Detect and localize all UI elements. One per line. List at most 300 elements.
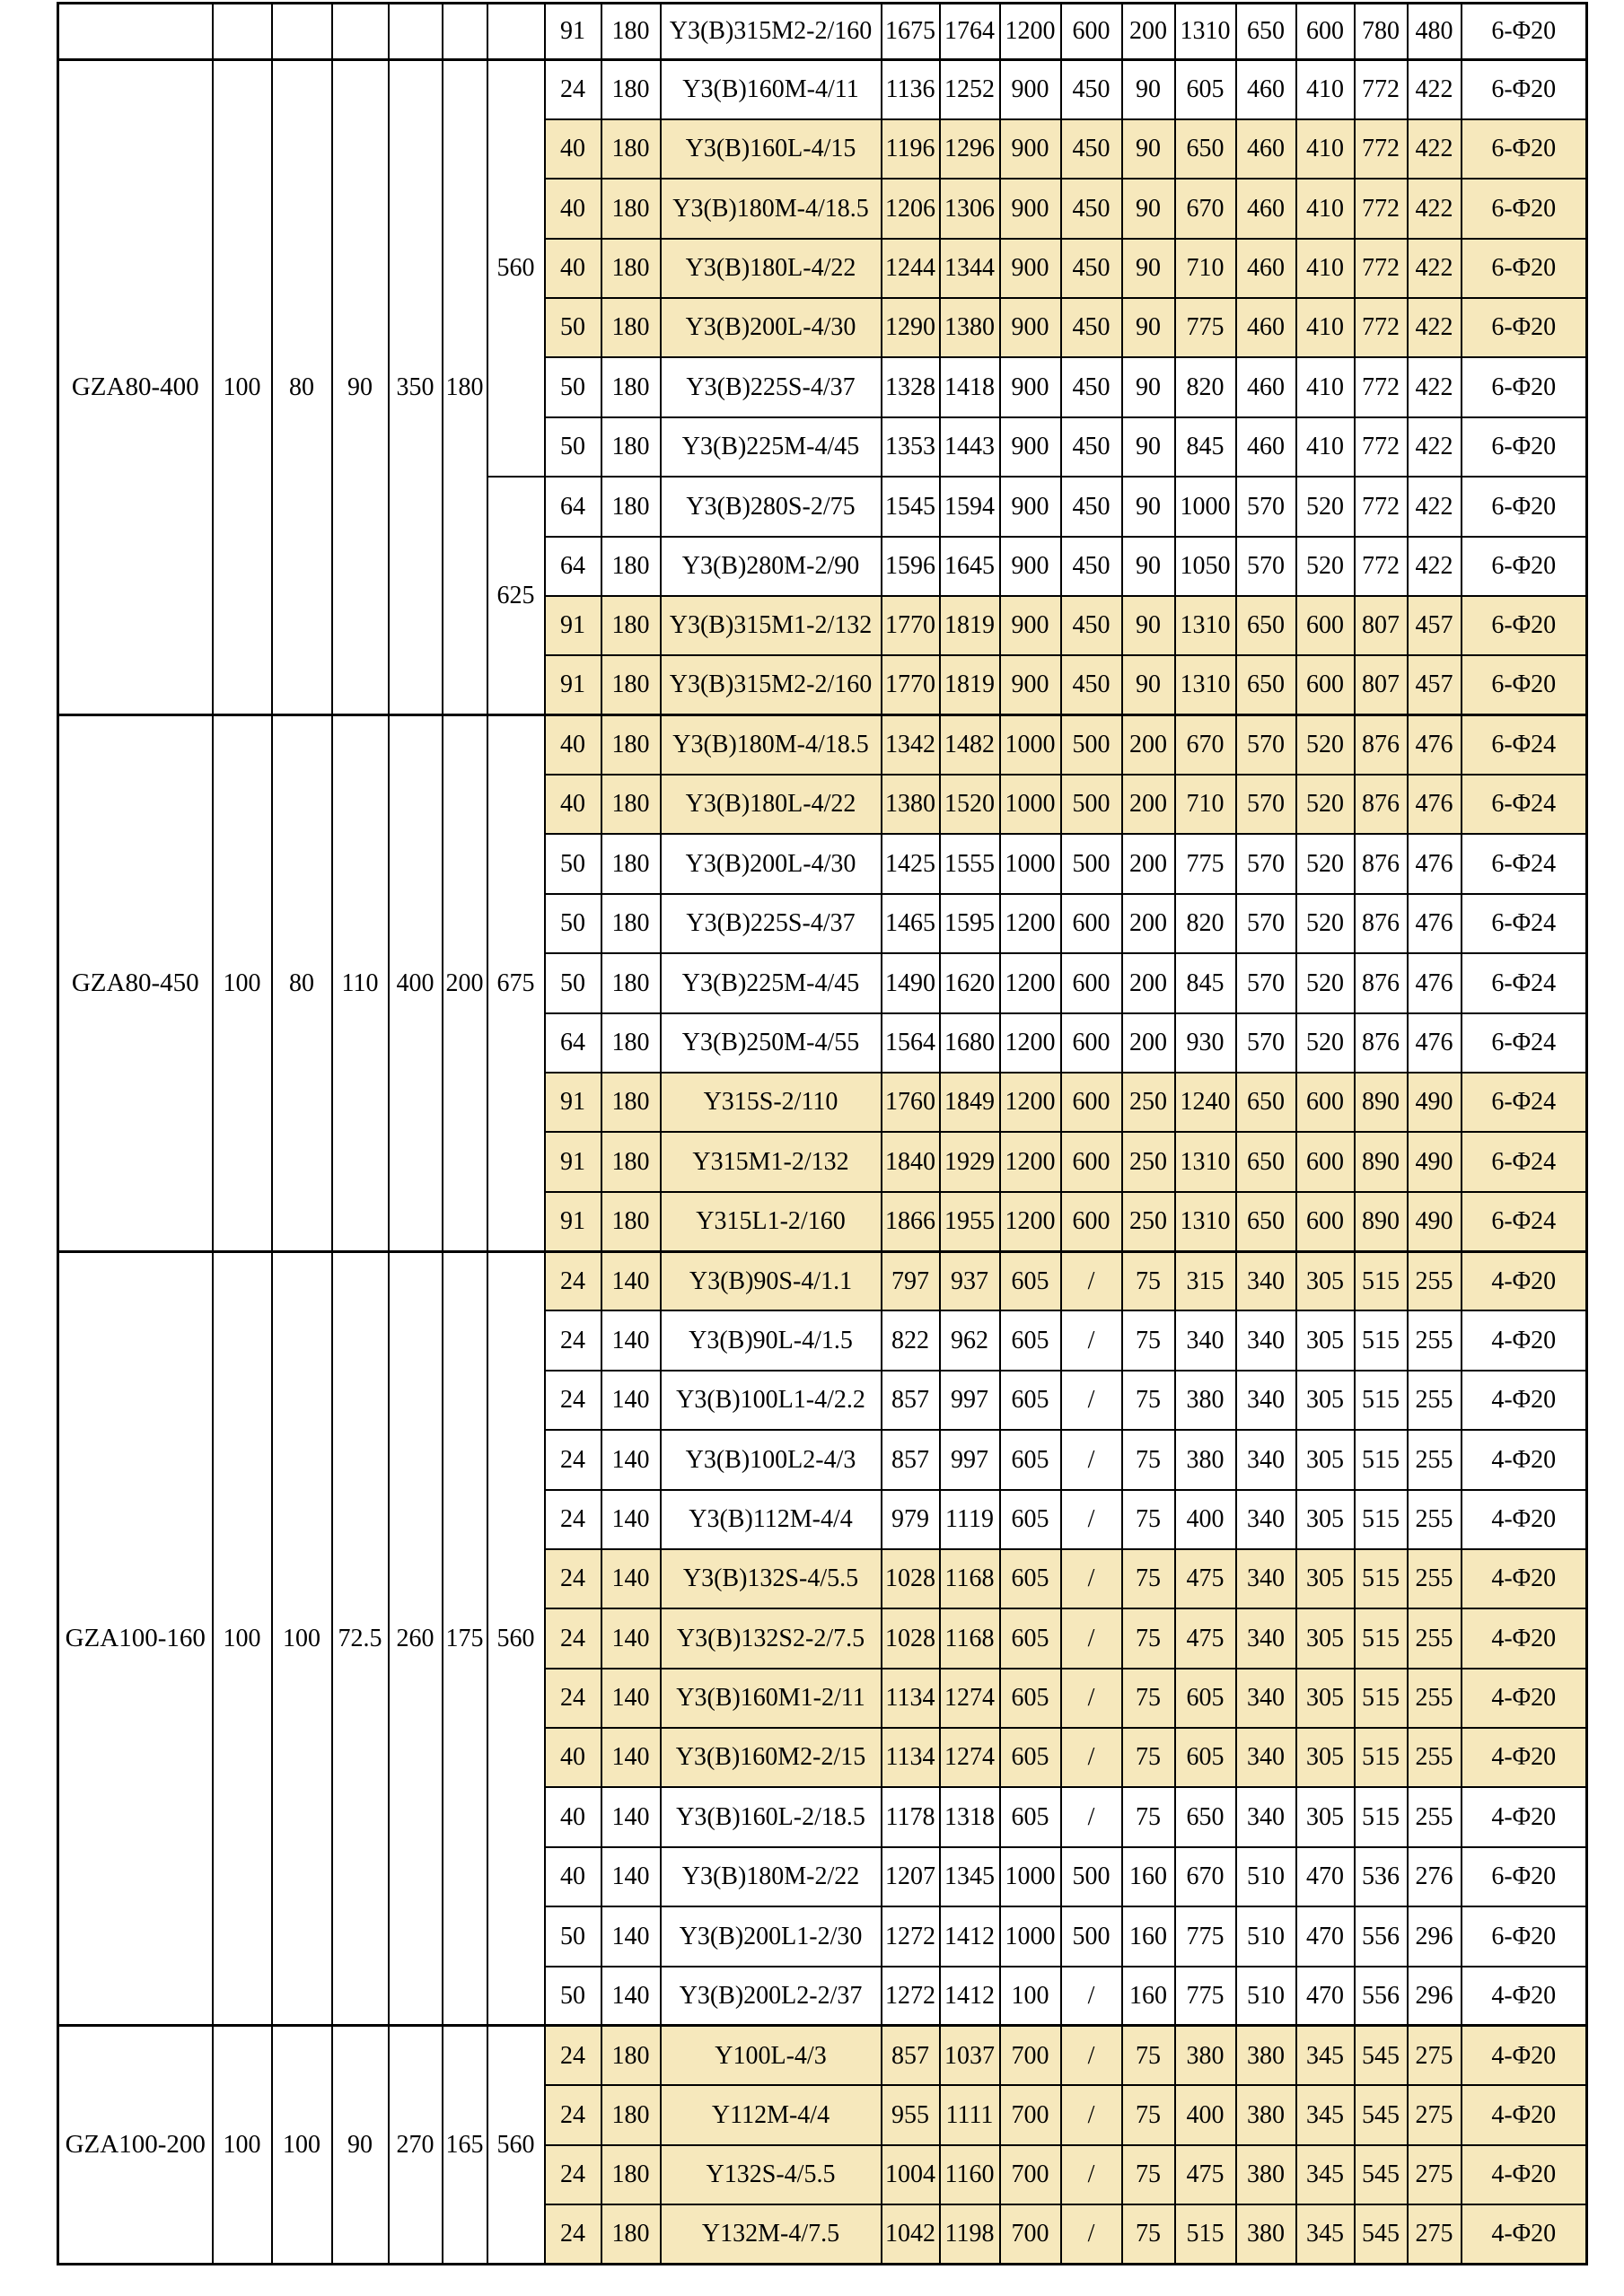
value-cell-8: 410 <box>1296 357 1355 416</box>
bolt-cell: 4-Φ20 <box>1462 2085 1587 2144</box>
value-cell-9: 515 <box>1355 1251 1408 1310</box>
value-cell-10: 296 <box>1408 1967 1462 2026</box>
dim-cell-2: 100 <box>272 2026 332 2265</box>
bolt-cell: 4-Φ20 <box>1462 1310 1587 1370</box>
motor-cell: Y3(B)160M2-2/15 <box>661 1728 882 1787</box>
value-cell-6: 1310 <box>1175 596 1236 655</box>
dn-cell: 140 <box>601 1906 661 1966</box>
motor-cell: Y3(B)225S-4/37 <box>661 894 882 953</box>
value-cell-6: 380 <box>1175 1371 1236 1430</box>
value-cell-4: 600 <box>1061 1192 1122 1251</box>
value-cell-2: 1929 <box>940 1132 1000 1191</box>
value-cell-7: 340 <box>1236 1490 1296 1549</box>
value-cell-1: 1770 <box>882 655 940 714</box>
bolt-cell: 4-Φ20 <box>1462 2145 1587 2204</box>
value-cell-1: 857 <box>882 2026 940 2085</box>
value-cell-6: 400 <box>1175 1490 1236 1549</box>
value-cell-2: 1306 <box>940 179 1000 238</box>
value-cell-4: 500 <box>1061 715 1122 775</box>
dn-cell: 180 <box>601 4 661 60</box>
dn-cell: 180 <box>601 2145 661 2204</box>
value-cell-1: 857 <box>882 1371 940 1430</box>
value-cell-1: 857 <box>882 1430 940 1489</box>
dim-cell-4: 350 <box>389 60 443 715</box>
flow-cell: 24 <box>545 1310 601 1370</box>
value-cell-3: 900 <box>1000 60 1061 119</box>
dn-cell: 180 <box>601 775 661 834</box>
value-cell-3: 700 <box>1000 2204 1061 2264</box>
value-cell-4: 450 <box>1061 179 1122 238</box>
value-cell-3: 100 <box>1000 1967 1061 2026</box>
dim-cell-empty-3 <box>332 4 389 60</box>
value-cell-5: 200 <box>1122 894 1175 953</box>
value-cell-10: 275 <box>1408 2145 1462 2204</box>
value-cell-2: 1819 <box>940 596 1000 655</box>
value-cell-4: / <box>1061 1430 1122 1489</box>
value-cell-4: 450 <box>1061 298 1122 357</box>
value-cell-10: 255 <box>1408 1608 1462 1668</box>
table-row <box>58 1251 1587 1310</box>
motor-cell: Y132S-4/5.5 <box>661 2145 882 2204</box>
value-cell-3: 900 <box>1000 357 1061 416</box>
value-cell-4: 450 <box>1061 477 1122 536</box>
value-cell-4: 600 <box>1061 1132 1122 1191</box>
flow-cell: 64 <box>545 477 601 536</box>
motor-cell: Y3(B)225S-4/37 <box>661 357 882 416</box>
spec-table-body <box>58 4 1587 2265</box>
bolt-cell: 4-Φ20 <box>1462 1787 1587 1846</box>
value-cell-8: 520 <box>1296 537 1355 596</box>
value-cell-1: 1207 <box>882 1847 940 1906</box>
dn-cell: 140 <box>601 1967 661 2026</box>
value-cell-8: 305 <box>1296 1251 1355 1310</box>
value-cell-3: 900 <box>1000 537 1061 596</box>
value-cell-10: 255 <box>1408 1430 1462 1489</box>
value-cell-6: 400 <box>1175 2085 1236 2144</box>
value-cell-8: 520 <box>1296 715 1355 775</box>
value-cell-2: 1955 <box>940 1192 1000 1251</box>
value-cell-6: 1310 <box>1175 655 1236 714</box>
value-cell-3: 1000 <box>1000 1847 1061 1906</box>
value-cell-7: 570 <box>1236 775 1296 834</box>
value-cell-1: 1840 <box>882 1132 940 1191</box>
bolt-cell: 6-Φ20 <box>1462 60 1587 119</box>
value-cell-2: 1412 <box>940 1967 1000 2026</box>
value-cell-5: 90 <box>1122 357 1175 416</box>
bolt-cell: 6-Φ24 <box>1462 1132 1587 1191</box>
value-cell-10: 422 <box>1408 357 1462 416</box>
bolt-cell: 6-Φ20 <box>1462 477 1587 536</box>
value-cell-10: 490 <box>1408 1073 1462 1132</box>
value-cell-4: / <box>1061 1669 1122 1728</box>
value-cell-7: 460 <box>1236 119 1296 179</box>
dn-cell: 180 <box>601 1192 661 1251</box>
value-cell-3: 900 <box>1000 298 1061 357</box>
value-cell-2: 1443 <box>940 417 1000 477</box>
value-cell-6: 775 <box>1175 298 1236 357</box>
flow-cell: 40 <box>545 715 601 775</box>
dn-cell: 180 <box>601 239 661 298</box>
dim-cell-empty-1 <box>213 4 272 60</box>
value-cell-8: 600 <box>1296 596 1355 655</box>
motor-cell: Y3(B)200L1-2/30 <box>661 1906 882 1966</box>
value-cell-10: 276 <box>1408 1847 1462 1906</box>
value-cell-1: 1178 <box>882 1787 940 1846</box>
value-cell-9: 515 <box>1355 1728 1408 1787</box>
flow-cell: 40 <box>545 239 601 298</box>
motor-cell: Y3(B)180L-4/22 <box>661 239 882 298</box>
value-cell-8: 600 <box>1296 1192 1355 1251</box>
value-cell-6: 475 <box>1175 2145 1236 2204</box>
value-cell-3: 1000 <box>1000 715 1061 775</box>
motor-cell: Y3(B)112M-4/4 <box>661 1490 882 1549</box>
bolt-cell: 6-Φ20 <box>1462 655 1587 714</box>
value-cell-7: 650 <box>1236 655 1296 714</box>
bolt-cell: 6-Φ20 <box>1462 4 1587 60</box>
value-cell-8: 305 <box>1296 1430 1355 1489</box>
value-cell-7: 570 <box>1236 894 1296 953</box>
value-cell-8: 305 <box>1296 1608 1355 1668</box>
model-cell: GZA100-160 <box>58 1251 213 2026</box>
value-cell-8: 520 <box>1296 1013 1355 1073</box>
value-cell-7: 340 <box>1236 1310 1296 1370</box>
value-cell-8: 410 <box>1296 179 1355 238</box>
value-cell-6: 1000 <box>1175 477 1236 536</box>
value-cell-7: 570 <box>1236 834 1296 893</box>
value-cell-3: 1200 <box>1000 1013 1061 1073</box>
motor-cell: Y3(B)160L-4/15 <box>661 119 882 179</box>
value-cell-10: 275 <box>1408 2026 1462 2085</box>
value-cell-2: 1680 <box>940 1013 1000 1073</box>
value-cell-2: 962 <box>940 1310 1000 1370</box>
dn-cell: 140 <box>601 1310 661 1370</box>
flow-cell: 91 <box>545 596 601 655</box>
flow-cell: 24 <box>545 2145 601 2204</box>
motor-cell: Y3(B)200L2-2/37 <box>661 1967 882 2026</box>
value-cell-7: 340 <box>1236 1728 1296 1787</box>
value-cell-1: 1196 <box>882 119 940 179</box>
value-cell-10: 422 <box>1408 417 1462 477</box>
value-cell-5: 90 <box>1122 239 1175 298</box>
motor-cell: Y3(B)225M-4/45 <box>661 417 882 477</box>
flow-cell: 91 <box>545 4 601 60</box>
value-cell-3: 900 <box>1000 239 1061 298</box>
value-cell-2: 1380 <box>940 298 1000 357</box>
value-cell-5: 75 <box>1122 1549 1175 1608</box>
value-cell-9: 515 <box>1355 1430 1408 1489</box>
value-cell-5: 200 <box>1122 953 1175 1012</box>
value-cell-8: 345 <box>1296 2085 1355 2144</box>
value-cell-4: / <box>1061 2204 1122 2264</box>
flow-cell: 24 <box>545 1608 601 1668</box>
dim-cell-1: 100 <box>213 715 272 1251</box>
value-cell-6: 315 <box>1175 1251 1236 1310</box>
value-cell-1: 1206 <box>882 179 940 238</box>
value-cell-4: 450 <box>1061 357 1122 416</box>
flow-cell: 91 <box>545 1192 601 1251</box>
dn-cell: 180 <box>601 1073 661 1132</box>
value-cell-1: 1136 <box>882 60 940 119</box>
value-cell-4: / <box>1061 2085 1122 2144</box>
value-cell-7: 650 <box>1236 596 1296 655</box>
value-cell-10: 422 <box>1408 239 1462 298</box>
value-cell-4: / <box>1061 1967 1122 2026</box>
value-cell-6: 475 <box>1175 1608 1236 1668</box>
dn-cell: 140 <box>601 1847 661 1906</box>
value-cell-2: 1274 <box>940 1669 1000 1728</box>
motor-cell: Y3(B)100L1-4/2.2 <box>661 1371 882 1430</box>
dn-cell: 180 <box>601 1132 661 1191</box>
motor-cell: Y100L-4/3 <box>661 2026 882 2085</box>
flow-cell: 24 <box>545 2204 601 2264</box>
value-cell-5: 200 <box>1122 1013 1175 1073</box>
dim-cell-3: 90 <box>332 60 389 715</box>
value-cell-3: 605 <box>1000 1310 1061 1370</box>
value-cell-2: 1198 <box>940 2204 1000 2264</box>
value-cell-1: 1564 <box>882 1013 940 1073</box>
value-cell-1: 1866 <box>882 1192 940 1251</box>
value-cell-10: 457 <box>1408 655 1462 714</box>
value-cell-1: 1042 <box>882 2204 940 2264</box>
value-cell-10: 480 <box>1408 4 1462 60</box>
value-cell-9: 780 <box>1355 4 1408 60</box>
value-cell-8: 520 <box>1296 775 1355 834</box>
bolt-cell: 4-Φ20 <box>1462 1251 1587 1310</box>
flow-cell: 40 <box>545 119 601 179</box>
value-cell-4: / <box>1061 1787 1122 1846</box>
flow-cell: 64 <box>545 537 601 596</box>
spec-table <box>57 2 1588 2265</box>
bolt-cell: 6-Φ20 <box>1462 537 1587 596</box>
value-cell-4: 600 <box>1061 1013 1122 1073</box>
flow-cell: 24 <box>545 1549 601 1608</box>
flow-cell: 50 <box>545 417 601 477</box>
flow-cell: 40 <box>545 1847 601 1906</box>
dn-cell: 180 <box>601 2085 661 2144</box>
value-cell-5: 75 <box>1122 1728 1175 1787</box>
dim-cell-empty-5 <box>443 4 487 60</box>
value-cell-1: 1675 <box>882 4 940 60</box>
value-cell-2: 1119 <box>940 1490 1000 1549</box>
value-cell-9: 890 <box>1355 1192 1408 1251</box>
value-cell-10: 422 <box>1408 298 1462 357</box>
value-cell-6: 845 <box>1175 953 1236 1012</box>
dn-cell: 180 <box>601 477 661 536</box>
flow-cell: 50 <box>545 1906 601 1966</box>
bolt-cell: 6-Φ24 <box>1462 775 1587 834</box>
value-cell-10: 255 <box>1408 1549 1462 1608</box>
value-cell-5: 90 <box>1122 596 1175 655</box>
dn-cell: 180 <box>601 655 661 714</box>
table-row <box>58 60 1587 119</box>
value-cell-2: 1037 <box>940 2026 1000 2085</box>
value-cell-6: 775 <box>1175 1967 1236 2026</box>
value-cell-4: 600 <box>1061 894 1122 953</box>
value-cell-6: 1310 <box>1175 1192 1236 1251</box>
value-cell-1: 1134 <box>882 1669 940 1728</box>
value-cell-6: 1310 <box>1175 1132 1236 1191</box>
dn-cell: 180 <box>601 417 661 477</box>
value-cell-4: / <box>1061 1371 1122 1430</box>
value-cell-1: 979 <box>882 1490 940 1549</box>
value-cell-7: 510 <box>1236 1967 1296 2026</box>
motor-cell: Y3(B)90L-4/1.5 <box>661 1310 882 1370</box>
value-cell-5: 75 <box>1122 1787 1175 1846</box>
value-cell-2: 1819 <box>940 655 1000 714</box>
value-cell-3: 605 <box>1000 1787 1061 1846</box>
motor-cell: Y315L1-2/160 <box>661 1192 882 1251</box>
value-cell-2: 1345 <box>940 1847 1000 1906</box>
flow-cell: 24 <box>545 1490 601 1549</box>
bolt-cell: 6-Φ20 <box>1462 239 1587 298</box>
motor-cell: Y315S-2/110 <box>661 1073 882 1132</box>
value-cell-4: 500 <box>1061 775 1122 834</box>
value-cell-3: 1200 <box>1000 894 1061 953</box>
motor-cell: Y132M-4/7.5 <box>661 2204 882 2264</box>
value-cell-8: 520 <box>1296 834 1355 893</box>
value-cell-5: 90 <box>1122 298 1175 357</box>
value-cell-10: 422 <box>1408 537 1462 596</box>
value-cell-7: 380 <box>1236 2204 1296 2264</box>
value-cell-3: 1000 <box>1000 775 1061 834</box>
value-cell-7: 460 <box>1236 357 1296 416</box>
value-cell-5: 160 <box>1122 1967 1175 2026</box>
bolt-cell: 4-Φ20 <box>1462 1490 1587 1549</box>
value-cell-10: 476 <box>1408 1013 1462 1073</box>
dn-cell: 180 <box>601 2026 661 2085</box>
dim-cell-4: 400 <box>389 715 443 1251</box>
value-cell-10: 422 <box>1408 179 1462 238</box>
flow-cell: 50 <box>545 357 601 416</box>
value-cell-1: 1380 <box>882 775 940 834</box>
value-cell-10: 275 <box>1408 2085 1462 2144</box>
dim-cell-5: 175 <box>443 1251 487 2026</box>
bolt-cell: 6-Φ20 <box>1462 1906 1587 1966</box>
bolt-cell: 6-Φ24 <box>1462 1073 1587 1132</box>
value-cell-5: 75 <box>1122 2204 1175 2264</box>
value-cell-8: 600 <box>1296 655 1355 714</box>
value-cell-3: 605 <box>1000 1490 1061 1549</box>
value-cell-9: 545 <box>1355 2085 1408 2144</box>
value-cell-8: 410 <box>1296 119 1355 179</box>
value-cell-8: 600 <box>1296 1132 1355 1191</box>
value-cell-10: 490 <box>1408 1132 1462 1191</box>
value-cell-1: 1290 <box>882 298 940 357</box>
value-cell-3: 700 <box>1000 2145 1061 2204</box>
motor-cell: Y3(B)225M-4/45 <box>661 953 882 1012</box>
value-cell-10: 275 <box>1408 2204 1462 2264</box>
bolt-cell: 6-Φ20 <box>1462 298 1587 357</box>
value-cell-5: 75 <box>1122 1310 1175 1370</box>
value-cell-8: 410 <box>1296 239 1355 298</box>
value-cell-8: 470 <box>1296 1967 1355 2026</box>
bolt-cell: 6-Φ20 <box>1462 596 1587 655</box>
value-cell-9: 556 <box>1355 1967 1408 2026</box>
value-cell-8: 305 <box>1296 1669 1355 1728</box>
flow-cell: 24 <box>545 2026 601 2085</box>
dim-cell-5: 200 <box>443 715 487 1251</box>
value-cell-2: 1160 <box>940 2145 1000 2204</box>
value-cell-9: 545 <box>1355 2145 1408 2204</box>
value-cell-1: 1272 <box>882 1967 940 2026</box>
dn-cell: 140 <box>601 1787 661 1846</box>
value-cell-10: 476 <box>1408 953 1462 1012</box>
bolt-cell: 4-Φ20 <box>1462 1669 1587 1728</box>
dim-cell-5: 165 <box>443 2026 487 2265</box>
flow-cell: 24 <box>545 1251 601 1310</box>
value-cell-2: 1344 <box>940 239 1000 298</box>
flow-cell: 50 <box>545 1967 601 2026</box>
value-cell-9: 876 <box>1355 953 1408 1012</box>
dim-cell-1: 100 <box>213 2026 272 2265</box>
value-cell-1: 1490 <box>882 953 940 1012</box>
value-cell-6: 515 <box>1175 2204 1236 2264</box>
dn-cell: 180 <box>601 953 661 1012</box>
flow-cell: 40 <box>545 1728 601 1787</box>
value-cell-1: 1465 <box>882 894 940 953</box>
value-cell-3: 1200 <box>1000 4 1061 60</box>
value-cell-9: 772 <box>1355 119 1408 179</box>
motor-cell: Y3(B)280S-2/75 <box>661 477 882 536</box>
bolt-cell: 6-Φ24 <box>1462 953 1587 1012</box>
value-cell-8: 520 <box>1296 894 1355 953</box>
model-cell: GZA100-200 <box>58 2026 213 2265</box>
bolt-cell: 4-Φ20 <box>1462 1430 1587 1489</box>
flow-cell: 40 <box>545 179 601 238</box>
value-cell-6: 820 <box>1175 357 1236 416</box>
motor-cell: Y3(B)315M2-2/160 <box>661 655 882 714</box>
bolt-cell: 6-Φ24 <box>1462 715 1587 775</box>
value-cell-8: 410 <box>1296 60 1355 119</box>
bolt-cell: 4-Φ20 <box>1462 1728 1587 1787</box>
value-cell-8: 600 <box>1296 1073 1355 1132</box>
bolt-cell: 4-Φ20 <box>1462 1608 1587 1668</box>
value-cell-1: 1342 <box>882 715 940 775</box>
bolt-cell: 4-Φ20 <box>1462 1967 1587 2026</box>
motor-cell: Y3(B)200L-4/30 <box>661 834 882 893</box>
value-cell-5: 90 <box>1122 477 1175 536</box>
flow-cell: 91 <box>545 1073 601 1132</box>
table-row <box>58 715 1587 775</box>
value-cell-3: 605 <box>1000 1430 1061 1489</box>
speed-cell: 560 <box>487 1251 545 2026</box>
value-cell-4: 500 <box>1061 1906 1122 1966</box>
dn-cell: 180 <box>601 834 661 893</box>
flow-cell: 24 <box>545 1430 601 1489</box>
value-cell-10: 255 <box>1408 1728 1462 1787</box>
value-cell-4: / <box>1061 1608 1122 1668</box>
value-cell-7: 340 <box>1236 1251 1296 1310</box>
motor-cell: Y3(B)100L2-4/3 <box>661 1430 882 1489</box>
value-cell-5: 250 <box>1122 1073 1175 1132</box>
value-cell-2: 1555 <box>940 834 1000 893</box>
value-cell-9: 545 <box>1355 2204 1408 2264</box>
dim-cell-3: 90 <box>332 2026 389 2265</box>
value-cell-2: 1274 <box>940 1728 1000 1787</box>
bolt-cell: 6-Φ20 <box>1462 119 1587 179</box>
value-cell-9: 536 <box>1355 1847 1408 1906</box>
value-cell-3: 1200 <box>1000 1073 1061 1132</box>
flow-cell: 24 <box>545 60 601 119</box>
dn-cell: 180 <box>601 894 661 953</box>
motor-cell: Y3(B)315M1-2/132 <box>661 596 882 655</box>
dn-cell: 140 <box>601 1549 661 1608</box>
value-cell-3: 700 <box>1000 2085 1061 2144</box>
value-cell-2: 1482 <box>940 715 1000 775</box>
value-cell-3: 605 <box>1000 1549 1061 1608</box>
value-cell-4: / <box>1061 1490 1122 1549</box>
bolt-cell: 6-Φ24 <box>1462 1192 1587 1251</box>
